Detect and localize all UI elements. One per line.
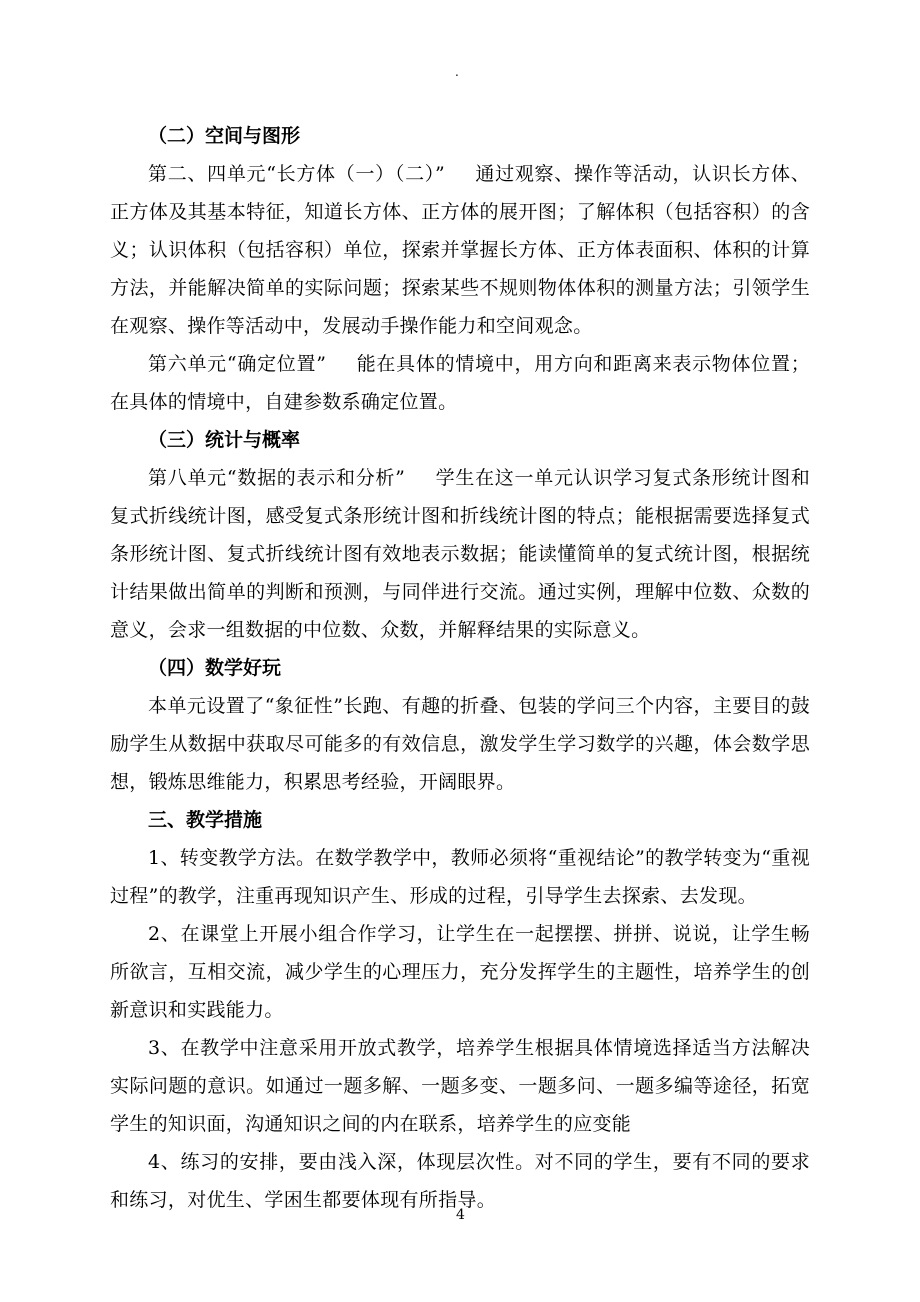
unit-title-position: 第六单元“确定位置” bbox=[148, 353, 327, 375]
unit-text-position: 能在具体的情境中，用方向和距离来表示物体位置；在具体的情境中，自建参数系确定位置。 bbox=[110, 353, 810, 413]
unit-text-data: 学生在这一单元认识学习复式条形统计图和复式折线统计图，感受复式条形统计图和折线统计图的特点；能根据需要选择复式条形统计图、复式折线统计图有效地表示数据；能读懂简单的复式统计图，根据统计结果做出简单的判断和预测，与同伴进行交流。通过实例，理解中位数、众数的意义，会求一组数据的中位数、众数，并解释结果的实际意义。 bbox=[110, 467, 810, 641]
page-number: 4 bbox=[456, 1207, 465, 1223]
unit-text-cuboid: 通过观察、操作等活动，认识长方体、正方体及其基本特征，知道长方体、正方体的展开图；了解体积（包括容积）的含义；认识体积（包括容积）单位，探索并掌握长方体、正方体表面积、体积的计算方法，并能解决简单的实际问题；探索某些不规则物体体积的测量方法；引领学生在观察、操作等活动中，发展动手操作能力和空间观念。 bbox=[110, 163, 810, 337]
heading-statistics: （三）统计与概率 bbox=[148, 429, 301, 451]
measure-item-4: 4、练习的安排，要由浅入深，体现层次性。对不同的学生，要有不同的要求和练习，对优生、学困生都要体现有所指导。 bbox=[110, 1151, 810, 1211]
heading-math-fun: （四）数学好玩 bbox=[148, 657, 282, 679]
header-marker: . bbox=[455, 65, 459, 79]
unit-title-data: 第八单元“数据的表示和分析” bbox=[148, 467, 406, 489]
paragraph-cuboid-unit bbox=[110, 155, 810, 345]
heading-space-geometry: （二）空间与图形 bbox=[148, 125, 301, 147]
unit-title-cuboid: 第二、四单元“长方体（一）（二）” bbox=[148, 163, 446, 185]
paragraph-position-unit bbox=[110, 345, 810, 421]
paragraph-data-unit bbox=[110, 459, 810, 649]
heading-teaching-measures: 三、教学措施 bbox=[148, 809, 263, 831]
measure-item-2: 2、在课堂上开展小组合作学习，让学生在一起摆摆、拼拼、说说，让学生畅所欲言，互相交流，减少学生的心理压力，充分发挥学生的主题性，培养学生的创新意识和实践能力。 bbox=[110, 923, 810, 1021]
document-body bbox=[110, 117, 810, 1219]
paragraph-math-fun: 本单元设置了“象征性”长跑、有趣的折叠、包装的学问三个内容，主要目的鼓励学生从数据中获取尽可能多的有效信息，激发学生学习数学的兴趣，体会数学思想，锻炼思维能力，积累思考经验，开阔眼界。 bbox=[110, 695, 810, 793]
measure-item-3: 3、在教学中注意采用开放式教学，培养学生根据具体情境选择适当方法解决实际问题的意识。如通过一题多解、一题多变、一题多问、一题多编等途径，拓宽学生的知识面，沟通知识之间的内在联系，培养学生的应变能 bbox=[110, 1037, 810, 1135]
measure-item-1: 1、转变教学方法。在数学教学中，教师必须将“重视结论”的教学转变为“重视过程”的教学，注重再现知识产生、形成的过程，引导学生去探索、去发现。 bbox=[110, 847, 810, 907]
